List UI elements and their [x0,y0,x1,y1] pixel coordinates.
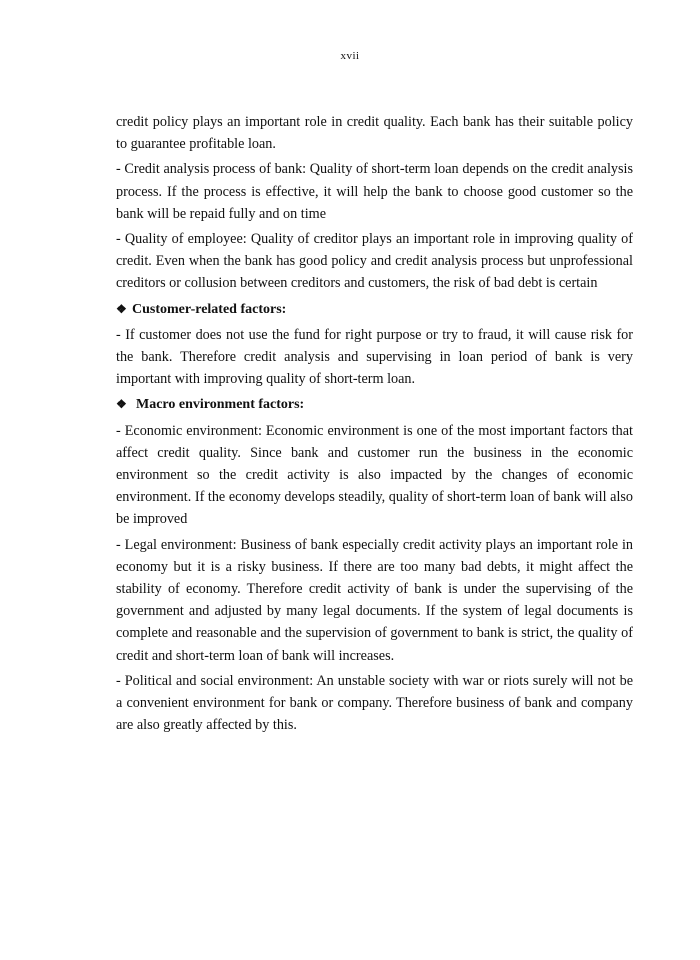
paragraph-credit-analysis: - Credit analysis process of bank: Quality of short-term loan depends on the credit analysis process. If the process is effective, it will help the bank to choose good customer so the bank will be repaid fully and on time [116,161,633,222]
page-number: xvii [340,50,360,62]
paragraph-legal-environment: - Legal environment: Business of bank especially credit activity plays an important role in economy but it is a risky business. If there are too many bad debts, it might affect the stability of economy. Therefore credit activity of bank is under the supervising of the government and adjusted by many legal documents. If the system of legal documents is complete and reasonable and the supervision of government to bank is strict, the quality of credit and short-term loan of bank will increases. [116,536,633,664]
diamond-bullet-icon: ❖ [116,301,127,316]
diamond-bullet-icon: ❖ [116,397,127,412]
paragraph-customer-fraud: - If customer does not use the fund for right purpose or try to fraud, it will cause risk for the bank. Therefore credit analysis and supervising in loan period of bank is very important with improving quality of short-term loan. [116,326,633,388]
heading-macro-environment-text: Macro environment factors: [136,397,305,413]
paragraph-political-social-environment: - Political and social environment: An unstable society with war or riots surely will not be a convenient environment for bank or company. Therefore business of bank and company are also greatly affected by this. [116,672,633,734]
heading-customer-related-text: Customer-related factors: [132,301,287,317]
heading-macro-environment [116,393,633,416]
heading-customer-related [116,298,633,321]
paragraph-economic-environment: - Economic environment: Economic environment is one of the most important factors that affect credit quality. Since bank and customer run the business in the economic environment so the credit activity is also impacted by the changes of economic environment. If the economy develops steadily, quality of short-term loan of bank will also be improved [116,422,633,528]
document-body [116,111,633,739]
paragraph-quality-of-employee: - Quality of employee: Quality of creditor plays an important role in improving quality of credit. Even when the bank has good policy and credit analysis process but unprofessional creditors or collusion between creditors and customers, the risk of bad debt is certain [116,231,633,292]
paragraph-credit-policy: credit policy plays an important role in credit quality. Each bank has their suitable policy to guarantee profitable loan. [116,114,633,153]
